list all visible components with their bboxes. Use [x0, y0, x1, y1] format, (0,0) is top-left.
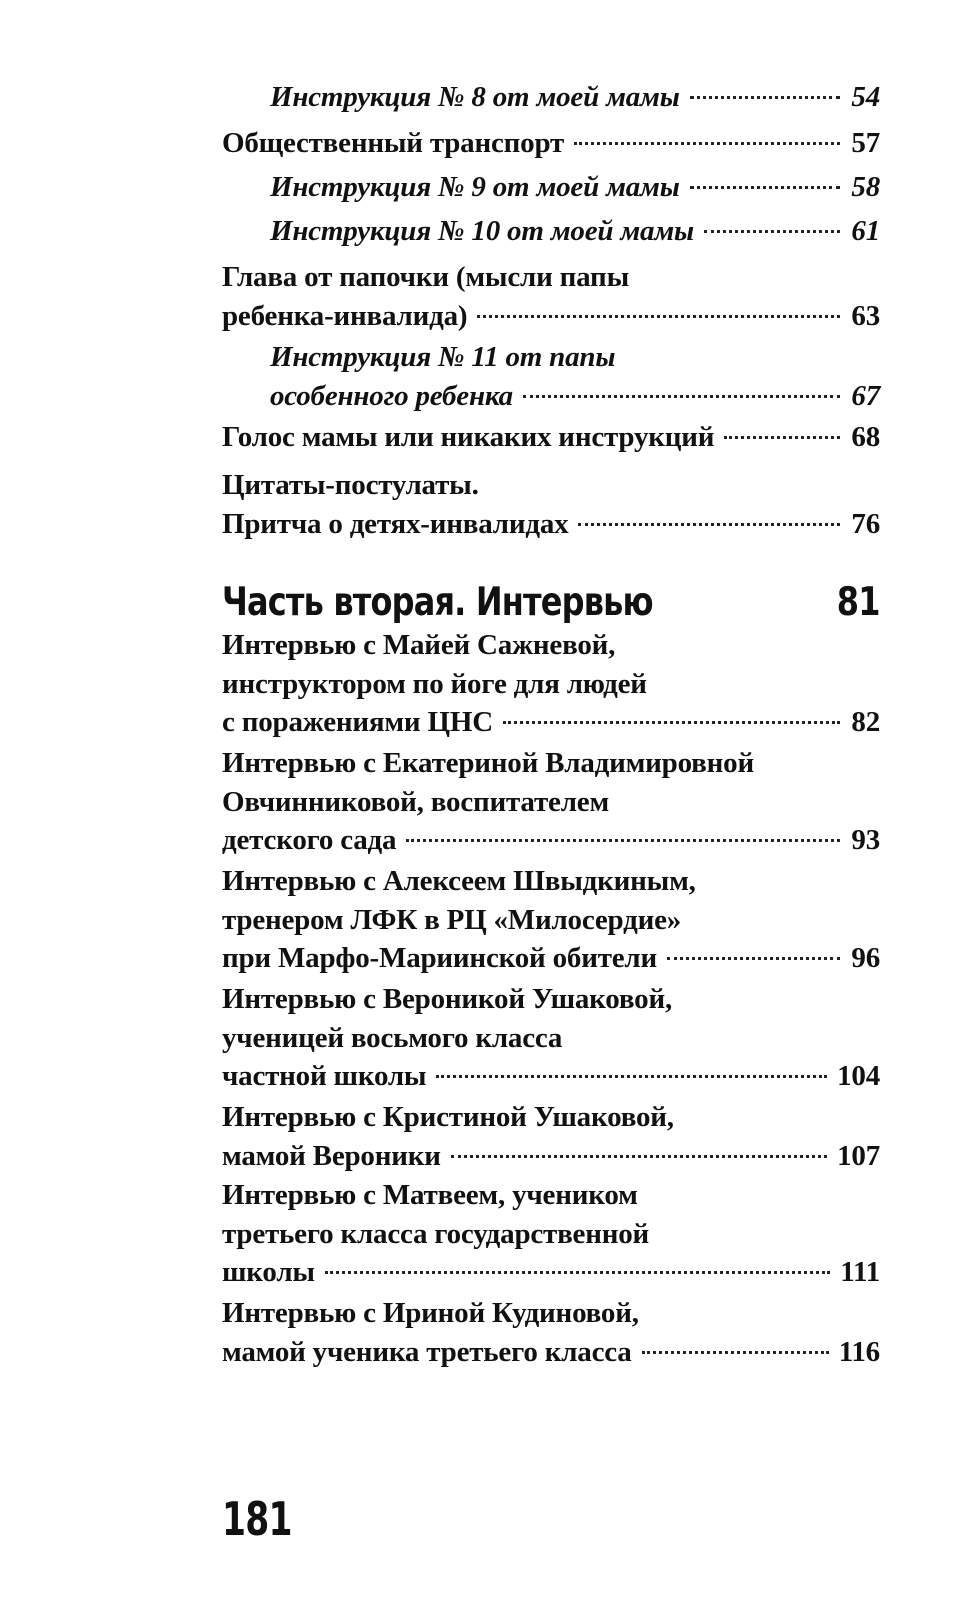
dot-leader	[451, 1155, 827, 1158]
toc-entry-line	[222, 626, 880, 665]
toc-entry-title: мамой ученика третьего класса	[222, 1335, 632, 1368]
toc-entry-line	[222, 1019, 880, 1058]
toc-entry-line	[222, 980, 880, 1019]
toc-entry-title: Инструкция № 9 от моей мамы	[270, 171, 680, 203]
toc-entry-title: Цитаты-постулаты.	[222, 469, 479, 501]
toc-entry-title: Интервью с Матвеем, учеником	[222, 1179, 638, 1211]
toc-entry	[222, 124, 880, 163]
part-page-number: 81	[836, 580, 880, 625]
toc-page-number: 76	[851, 507, 880, 540]
toc-entry-title: с поражениями ЦНС	[222, 706, 493, 738]
toc-entry-line	[222, 1294, 880, 1333]
toc-entry-title: школы	[222, 1256, 315, 1288]
toc-entry	[222, 980, 880, 1096]
toc-entry-title: Интервью с Ириной Кудиновой,	[222, 1297, 639, 1329]
toc-page-number: 116	[838, 1335, 880, 1368]
toc-entry-title: особенного ребенка	[270, 379, 513, 412]
toc-entry-line	[222, 1057, 880, 1096]
dot-leader	[690, 96, 840, 99]
toc-entry	[222, 418, 880, 457]
dot-leader	[477, 315, 840, 318]
toc-entry-line	[222, 1333, 880, 1372]
toc-page-number: 67	[851, 379, 880, 412]
toc-entry	[222, 862, 880, 978]
toc-entry-line	[222, 297, 880, 336]
part-heading	[222, 580, 880, 625]
toc-entry-title: детского сада	[222, 824, 397, 856]
toc-entry	[270, 168, 880, 207]
toc-entry-title: ученицей восьмого класса	[222, 1021, 563, 1054]
toc-entry-title: Интервью с Майей Сажневой,	[222, 629, 616, 661]
dot-leader	[523, 395, 840, 398]
toc-entry-title: третьего класса государственной	[222, 1217, 650, 1250]
dot-leader	[574, 142, 840, 145]
toc-entry-title: Голос мамы или никаких инструкций	[222, 421, 715, 453]
toc-page-number: 57	[851, 127, 880, 159]
toc-entry	[222, 626, 880, 742]
toc-entry-title: ребенка-инвалида)	[222, 299, 468, 332]
toc-page-number: 96	[851, 942, 880, 974]
toc-entry-line	[222, 258, 880, 297]
toc-entry-title: Овчинниковой, воспитателем	[222, 785, 609, 818]
toc-page-number: 54	[851, 81, 880, 113]
toc-entry-line	[222, 1215, 880, 1254]
toc-page-number: 63	[851, 299, 880, 332]
toc-entry	[222, 1176, 880, 1292]
toc-entry	[222, 744, 880, 860]
toc-entry-title: инструктором по йоге для людей	[222, 667, 647, 700]
toc-entry-title: Интервью с Кристиной Ушаковой,	[222, 1101, 674, 1133]
toc-entry-line	[222, 418, 880, 457]
toc-entry	[222, 466, 880, 543]
toc-entry-title: частной школы	[222, 1060, 427, 1092]
toc-entry-title: Общественный транспорт	[222, 127, 565, 159]
toc-entry-title: Инструкция № 11 от папы	[270, 341, 616, 373]
toc-entry-line	[270, 78, 880, 117]
toc-entry-line	[270, 338, 880, 377]
toc-entry	[222, 1098, 880, 1175]
toc-entry-line	[222, 783, 880, 822]
toc-entry-title: Интервью с Алексеем Швыдкиным,	[222, 865, 696, 897]
toc-page-number: 61	[851, 215, 880, 247]
toc-page-number: 104	[837, 1060, 880, 1092]
toc-entry-line	[222, 1176, 880, 1215]
dot-leader	[690, 186, 840, 189]
dot-leader	[667, 957, 840, 960]
toc-entry-title: Инструкция № 8 от моей мамы	[270, 81, 680, 113]
toc-entry	[270, 338, 880, 415]
dot-leader	[436, 1075, 827, 1078]
toc-entry	[270, 212, 880, 251]
toc-entry-line	[222, 1098, 880, 1137]
toc-entry	[270, 78, 880, 117]
dot-leader	[578, 523, 840, 526]
toc-entry-title: Притча о детях-инвалидах	[222, 507, 569, 540]
part-title: Часть вторая. Интервью	[222, 580, 653, 625]
toc-entry-line	[222, 124, 880, 163]
toc-entry-line	[270, 377, 880, 416]
toc-entry-line	[222, 1253, 880, 1292]
toc-page-number: 107	[837, 1139, 880, 1172]
toc-entry-line	[222, 466, 880, 505]
toc-entry-line	[222, 862, 880, 901]
toc-entry-line	[270, 168, 880, 207]
dot-leader	[724, 436, 840, 439]
toc-page-number: 58	[851, 171, 880, 203]
toc-page-number: 93	[851, 824, 880, 856]
toc-page-number: 82	[851, 706, 880, 738]
dot-leader	[325, 1271, 830, 1274]
dot-leader	[503, 721, 840, 724]
toc-entry	[222, 258, 880, 335]
dot-leader	[642, 1351, 829, 1354]
toc-entry-title: мамой Вероники	[222, 1139, 441, 1172]
toc-entry-title: Интервью с Вероникой Ушаковой,	[222, 983, 672, 1015]
dot-leader	[406, 839, 840, 842]
toc-entry-title: Глава от папочки (мысли папы	[222, 261, 630, 293]
page-number: 181	[222, 1492, 292, 1546]
toc-page-number: 68	[851, 421, 880, 453]
toc-entry-title: тренером ЛФК в РЦ «Милосердие»	[222, 903, 682, 936]
toc-entry-line	[222, 665, 880, 704]
toc-page-number: 111	[840, 1256, 880, 1288]
toc-entry-title: Инструкция № 10 от моей мамы	[270, 215, 694, 247]
toc-entry-title: Интервью с Екатериной Владимировной	[222, 747, 754, 779]
toc-entry-line	[222, 744, 880, 783]
toc-entry-line	[222, 821, 880, 860]
toc-entry	[222, 1294, 880, 1371]
dot-leader	[704, 230, 840, 233]
toc-entry-line	[222, 1137, 880, 1176]
toc-entry-line	[222, 505, 880, 544]
toc-entry-line	[222, 939, 880, 978]
toc-entry-line	[222, 901, 880, 940]
toc-entry-line	[222, 703, 880, 742]
toc-entry-title: при Марфо-Мариинской обители	[222, 942, 658, 974]
toc-entry-line	[270, 212, 880, 251]
